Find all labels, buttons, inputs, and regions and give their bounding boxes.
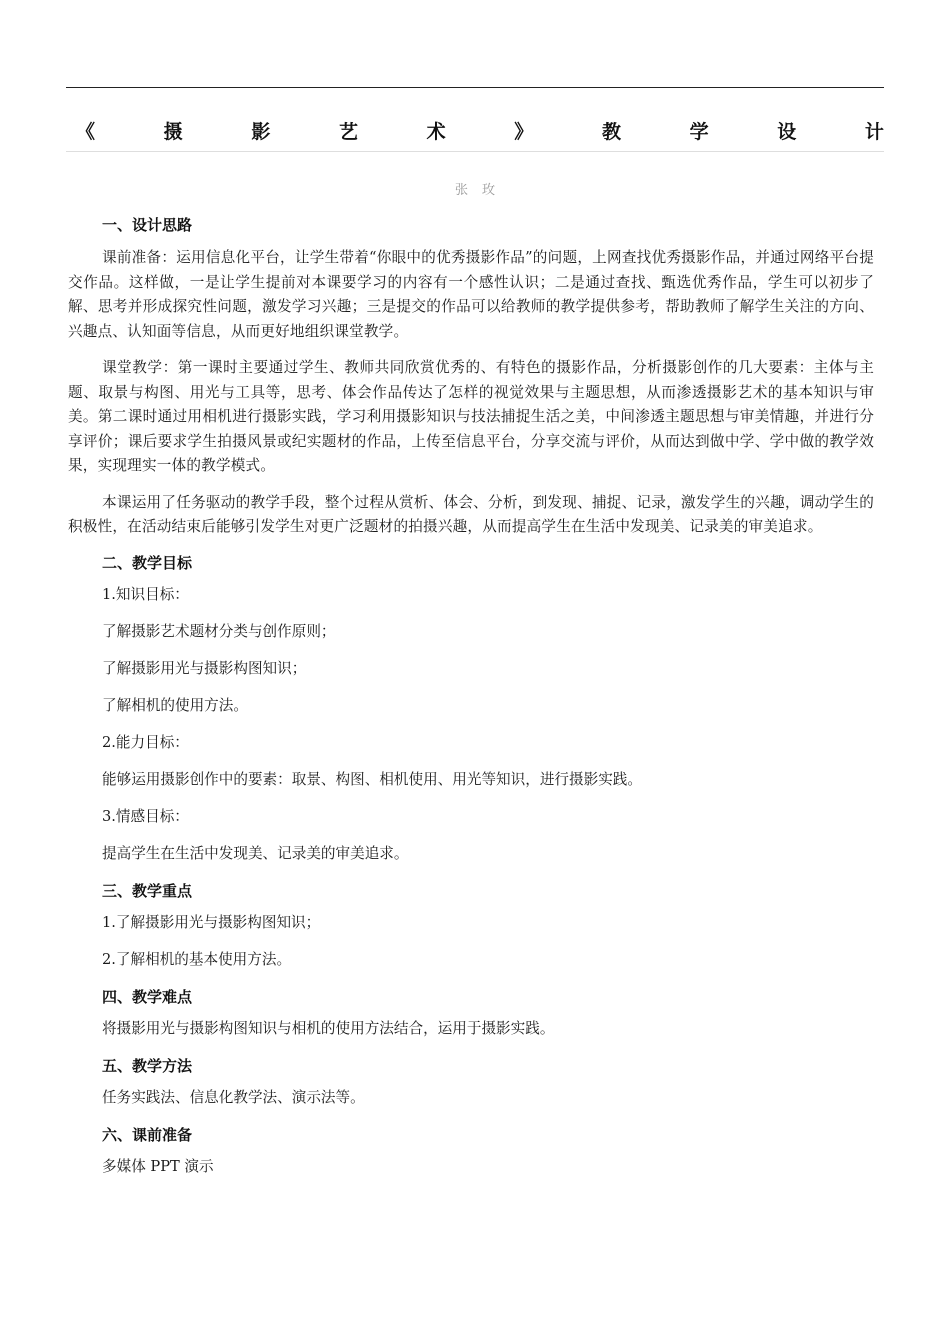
section-heading-objectives: 二、教学目标 [102,553,193,572]
objective-item: 了解摄影用光与摄影构图知识； [102,659,307,677]
title-char: 计 [864,120,884,143]
title-char: 设 [777,120,797,143]
difficulty-item: 将摄影用光与摄影构图知识与相机的使用方法结合，运用于摄影实践。 [102,1019,555,1037]
document-body [68,208,874,1193]
paragraph-in-class: 课堂教学：第一课时主要通过学生、教师共同欣赏优秀的、有特色的摄影作品，分析摄影创作的几大要素：主体与主题、取景与构图、用光与工具等，思考、体会作品传达了怎样的视觉效果与主题思想，从而渗透摄影艺术的基本知识与审美。第二课时通过用相机进行摄影实践，学习利用摄影知识与技法捕捉生活之美，中间渗透主题思想与审美情趣，并进行分享评价；课后要求学生拍摄风景或纪实题材的作品，上传至信息平台，分享交流与评价，从而达到做中学、学中做的教学效果，实现理实一体的教学模式。 [68,359,874,474]
title-char: 《 [76,120,96,143]
preparation-item: 多媒体 PPT 演示 [102,1157,214,1175]
author-name: 张玫 [454,183,509,198]
title-char: 术 [426,120,446,143]
objective-item: 了解相机的使用方法。 [102,696,248,714]
section-heading-key-points: 三、教学重点 [102,881,193,900]
key-point-item: 2.了解相机的基本使用方法。 [102,950,292,968]
objective-item: 了解摄影艺术题材分类与创作原则； [102,622,336,640]
method-item: 任务实践法、信息化教学法、演示法等。 [102,1088,365,1106]
paragraph-pre-class: 课前准备：运用信息化平台，让学生带着“你眼中的优秀摄影作品”的问题，上网查找优秀摄影作品，并通过网络平台提交作品。这样做，一是让学生提前对本课要学习的内容有一个感性认识；二是通过查找、甄选优秀作品，学生可以初步了解、思考并形成探究性问题，激发学习兴趣；三是提交的作品可以给教师的教学提供参考，帮助教师了解学生关注的方向、兴趣点、认知面等信息，从而更好地组织课堂教学。 [68,249,874,340]
section-heading-difficulties: 四、教学难点 [102,987,193,1006]
key-point-item: 1.了解摄影用光与摄影构图知识； [102,913,321,931]
objective-emotion-label: 3.情感目标： [102,807,189,825]
objective-ability-label: 2.能力目标： [102,733,189,751]
title-divider [66,151,884,152]
objective-item: 能够运用摄影创作中的要素：取景、构图、相机使用、用光等知识，进行摄影实践。 [102,770,642,788]
section-heading-preparation: 六、课前准备 [102,1125,193,1144]
title-char: 摄 [163,120,183,143]
objective-knowledge-label: 1.知识目标： [102,585,189,603]
objective-item: 提高学生在生活中发现美、记录美的审美追求。 [102,844,409,862]
title-char: 影 [251,120,271,143]
title-char: 学 [689,120,709,143]
title-char: 教 [601,120,621,143]
top-rule [66,87,884,88]
section-heading-methods: 五、教学方法 [102,1056,193,1075]
document-title [76,115,884,145]
title-char: 艺 [338,120,358,143]
paragraph-task-driven: 本课运用了任务驱动的教学手段，整个过程从赏析、体会、分析，到发现、捕捉、记录，激发学生的兴趣，调动学生的积极性，在活动结束后能够引发学生对更广泛题材的拍摄兴趣，从而提高学生在生活中发现美、记录美的审美追求。 [68,493,874,535]
title-char: 》 [514,120,534,143]
section-heading-design-ideas: 一、设计思路 [102,216,193,234]
